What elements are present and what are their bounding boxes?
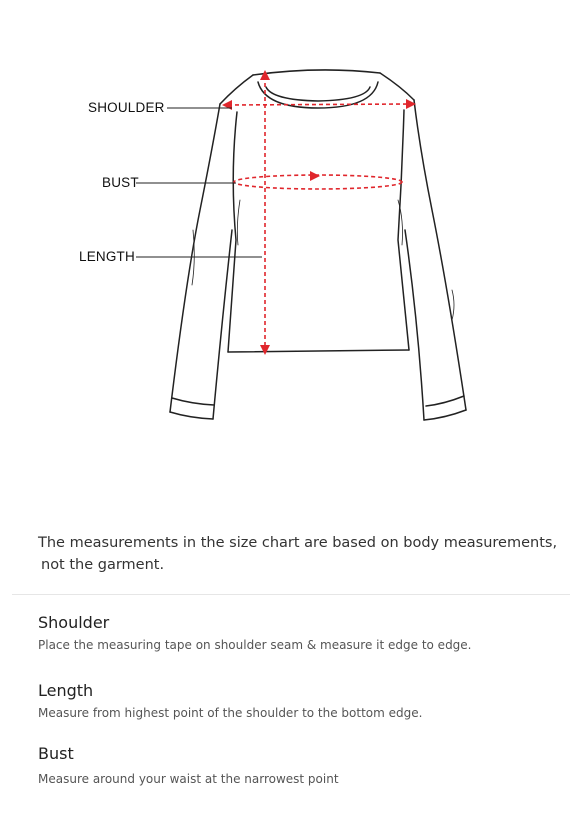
bust-description: Measure around your waist at the narrowest point <box>38 772 339 786</box>
length-label: LENGTH <box>79 249 135 264</box>
shoulder-label: SHOULDER <box>88 100 165 115</box>
shoulder-title: Shoulder <box>38 613 110 632</box>
note-line-2: not the garment. <box>41 557 165 573</box>
bust-label: BUST <box>102 175 139 190</box>
length-description: Measure from highest point of the shoulder to the bottom edge. <box>38 706 423 720</box>
bust-title: Bust <box>38 744 74 763</box>
length-title: Length <box>38 681 94 700</box>
shoulder-description: Place the measuring tape on shoulder seam & measure it edge to edge. <box>38 638 472 652</box>
divider <box>12 594 570 595</box>
measurement-note <box>38 532 558 576</box>
note-line-1: The measurements in the size chart are based on body measurements, <box>38 535 558 551</box>
